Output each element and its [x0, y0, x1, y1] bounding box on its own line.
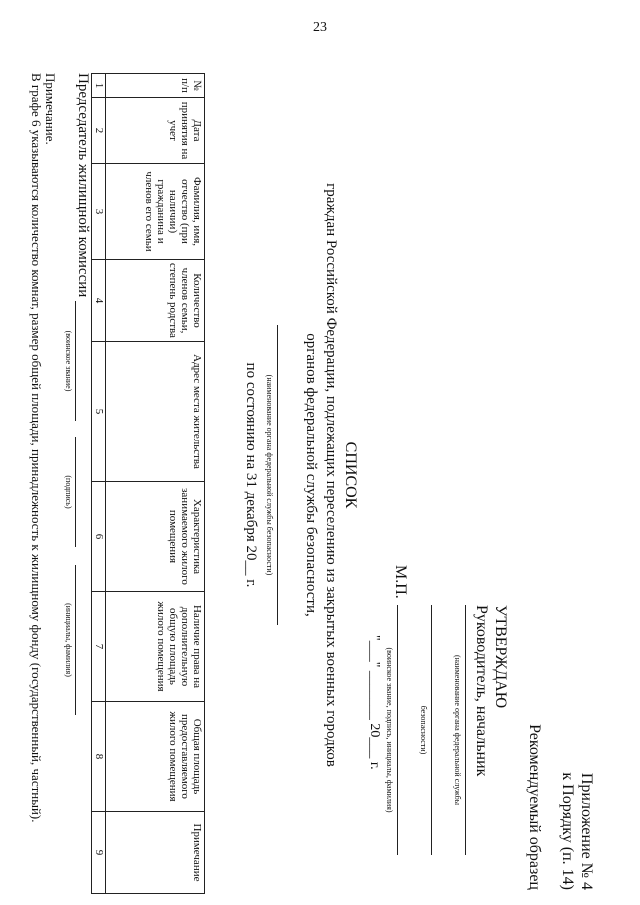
organ-line-caption: (наименование органа федеральной службы безопасности)	[265, 374, 274, 576]
note-text: В графе 6 указываются количество комнат, размер общей площади, принадлежность к жилищному фонду (государственный, частный).	[29, 73, 44, 823]
recommended-sample-label: Рекомендуемый образец	[526, 724, 543, 890]
column-number-cell: 4	[92, 260, 106, 342]
approval-date: "___" _______ 20___ г.	[367, 635, 382, 770]
residents-table	[91, 73, 205, 894]
approval-title: УТВЕРЖДАЮ	[492, 605, 509, 709]
column-number-cell: 2	[92, 98, 106, 164]
list-subtitle-line-1: граждан Российской Федерации, подлежащих переселению из закрытых военных городков	[323, 183, 339, 767]
column-header-note: Примечание	[106, 812, 205, 894]
column-header-number: № п/п	[106, 74, 205, 98]
column-number-cell: 5	[92, 342, 106, 482]
column-number-cell: 1	[92, 74, 106, 98]
appendix-line-2: к Порядку (п. 14)	[559, 772, 576, 890]
column-header-current-housing: Характеристика занимаемого жилого помещения	[106, 482, 205, 592]
commission-chair-label: Председатель жилищной комиссии	[75, 73, 91, 298]
approval-position: Руководитель, начальник	[473, 605, 490, 777]
column-header-full-name: Фамилия, имя, отчество (при наличии) гражданина и членов его семьи	[106, 164, 205, 260]
name-line	[75, 565, 76, 715]
column-number-cell: 7	[92, 592, 106, 702]
organ-name-line	[465, 605, 466, 855]
list-title: СПИСОК	[342, 441, 359, 509]
sign-caption: (подпись)	[64, 475, 73, 509]
column-header-family-members: Количество членов семьи, степень родства	[106, 260, 205, 342]
column-number-cell: 6	[92, 482, 106, 592]
column-number-cell: 8	[92, 702, 106, 812]
organ-line	[277, 325, 278, 625]
sign-line	[75, 437, 76, 547]
organ-name-caption: (наименование органа федеральной службы	[453, 654, 462, 806]
table-number-row	[92, 74, 106, 894]
approval-block	[367, 605, 510, 865]
column-header-provided-area: Общая площадь предоставляемого жилого помещения	[106, 702, 205, 812]
note-title: Примечание.	[43, 73, 58, 145]
name-caption: (инициалы, фамилия)	[64, 603, 73, 677]
column-header-additional-area-right: Наличие права на дополнительную общую площадь жилого помещения	[106, 592, 205, 702]
column-header-registration-date: Дата принятия на учет	[106, 98, 205, 164]
table-header-row	[106, 74, 205, 894]
rotated-document-content	[20, 45, 610, 905]
signature-caption: (воинское звание, подпись, инициалы, фамилия)	[385, 647, 394, 813]
organ-name-caption-2: безопасности)	[419, 705, 428, 755]
page-number: 23	[313, 20, 327, 35]
appendix-line-1: Приложение № 4	[578, 772, 595, 890]
column-header-address: Адрес места жительства	[106, 342, 205, 482]
seal-mark: М.П.	[392, 565, 409, 599]
as-of-date: по состоянию на 31 декабря 20__ г.	[243, 362, 259, 588]
appendix-reference	[558, 640, 596, 890]
organ-name-line-2	[431, 605, 432, 855]
signature-line	[397, 605, 398, 855]
list-subtitle-line-2: органов федеральной службы безопасности,	[303, 333, 319, 617]
column-number-cell: 3	[92, 164, 106, 260]
rank-caption: (воинское звание)	[64, 330, 73, 392]
column-number-cell: 9	[92, 812, 106, 894]
rank-line	[75, 301, 76, 421]
